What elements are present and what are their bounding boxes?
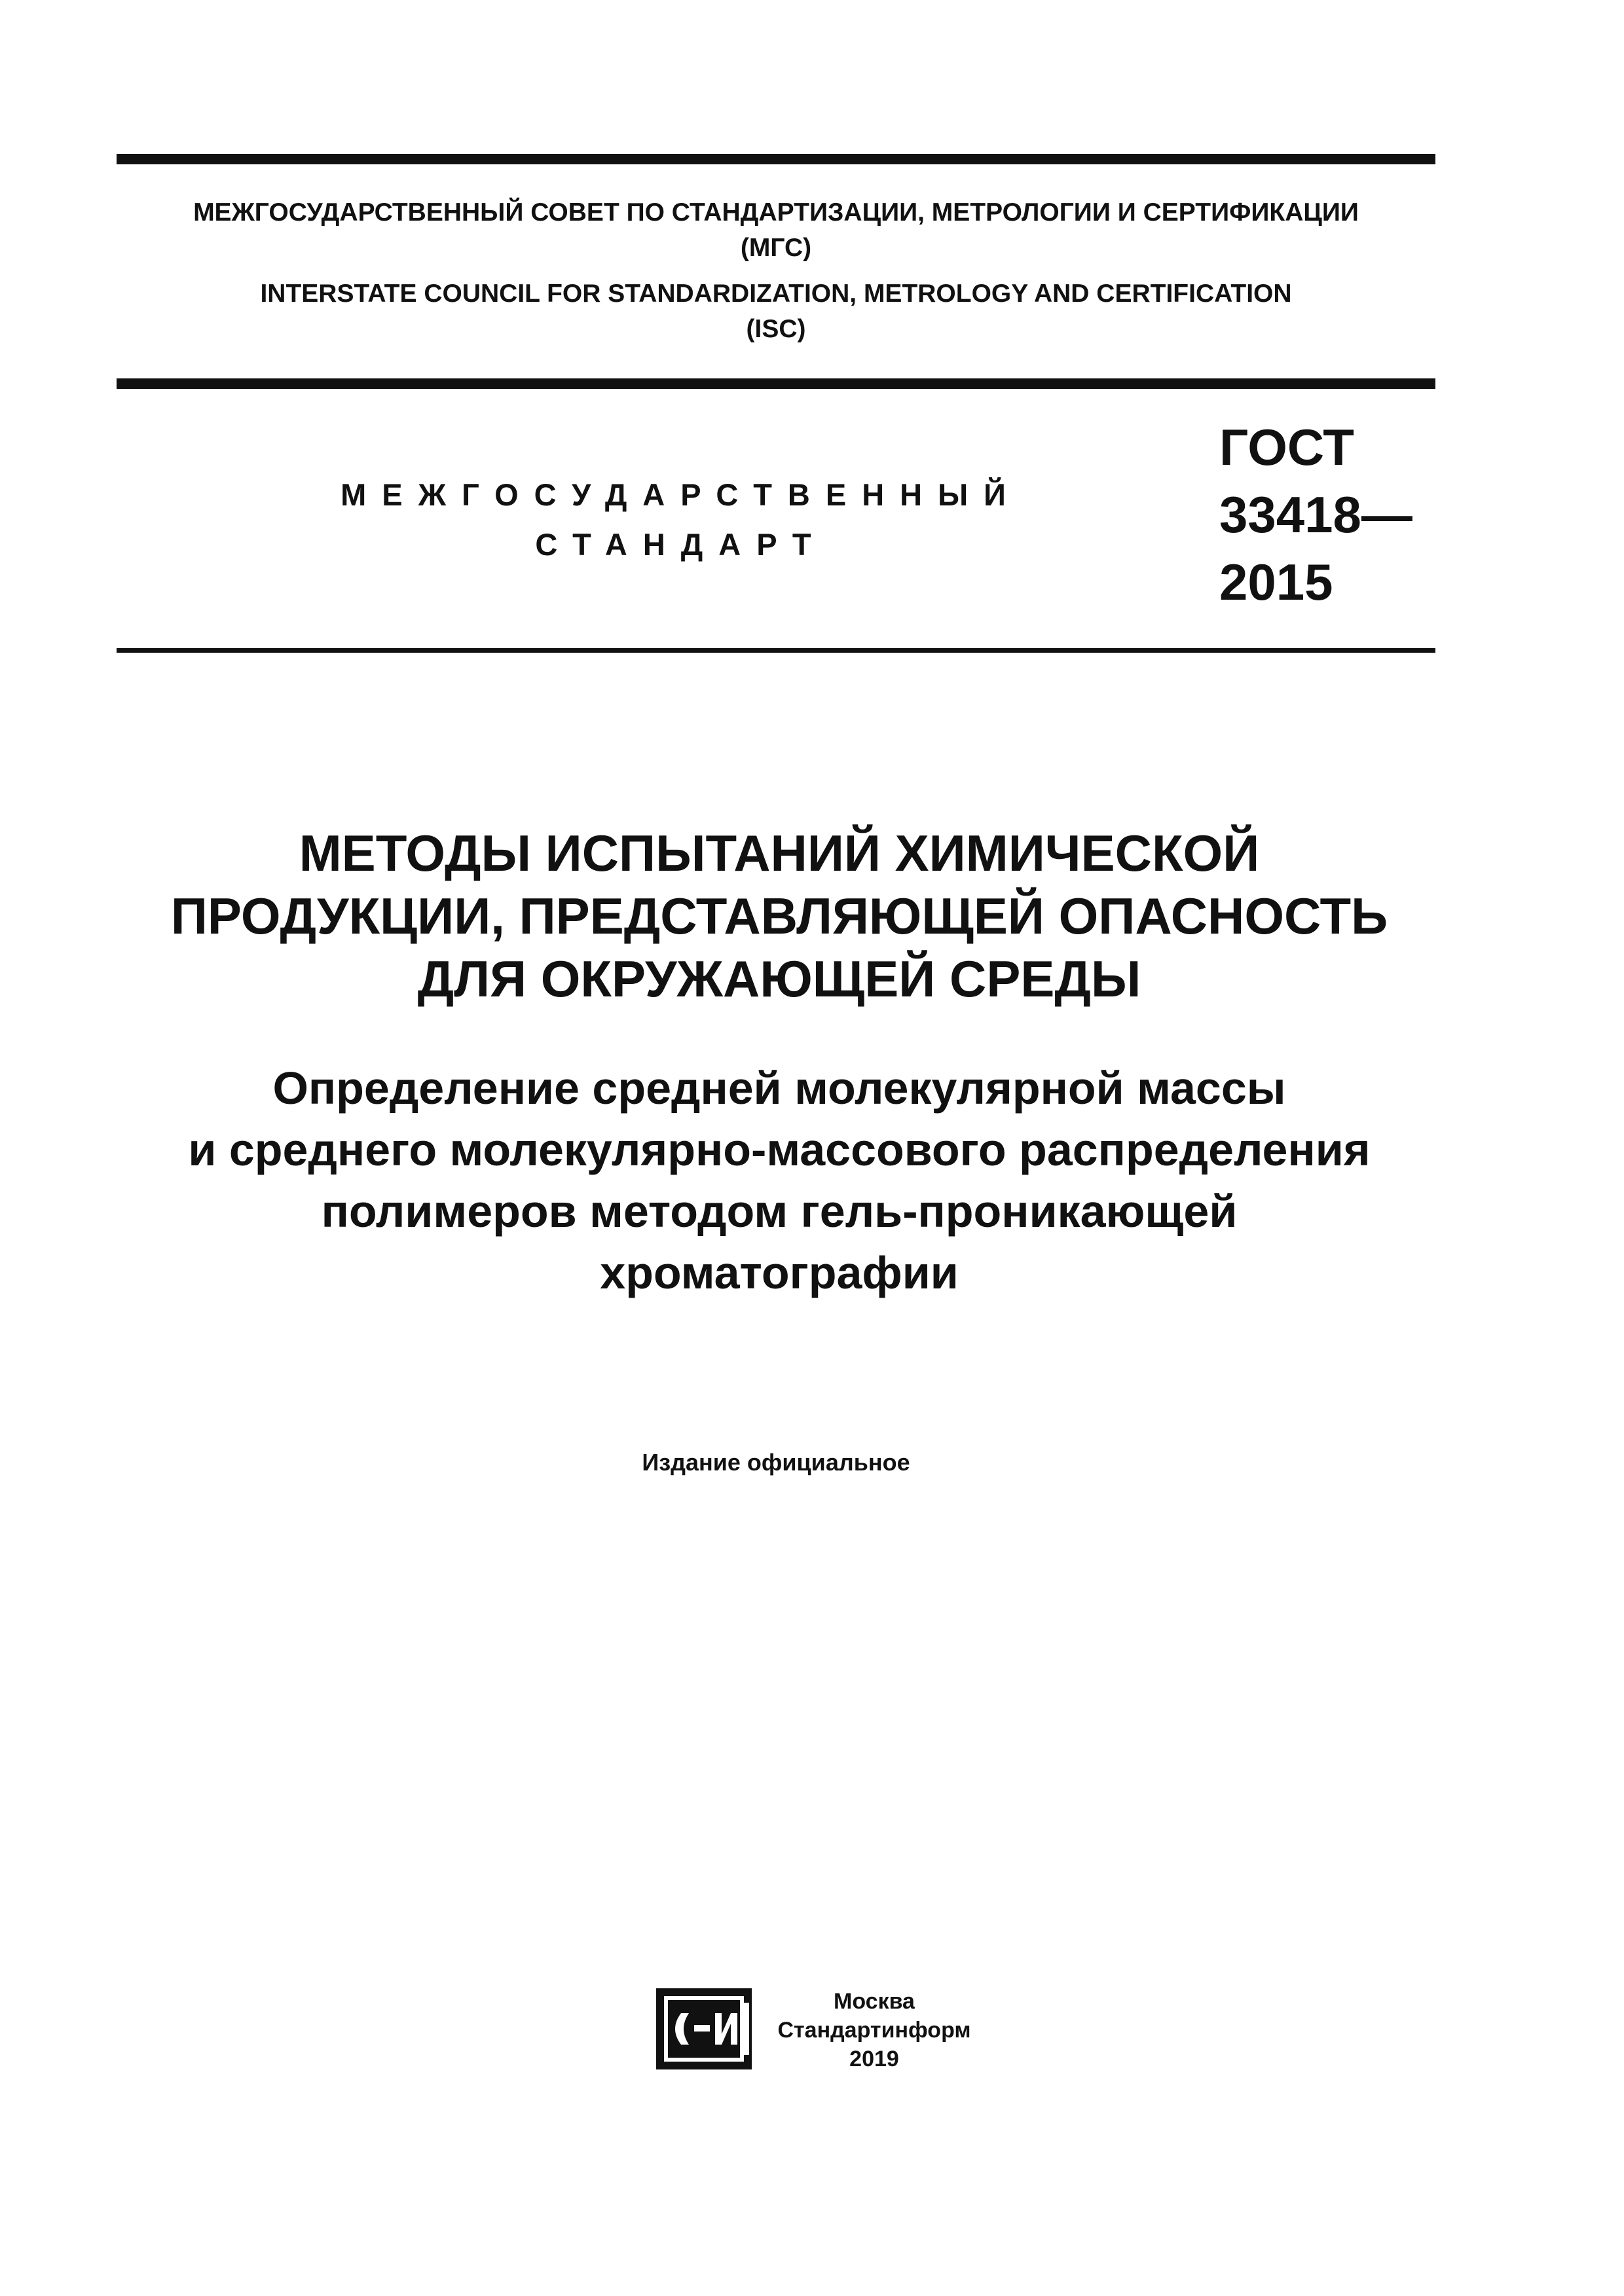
publisher-city: Москва [834, 1989, 915, 2014]
council-en-line1: INTERSTATE COUNCIL FOR STANDARDIZATION, METROLOGY AND CERTIFICATION [260, 280, 1292, 308]
council-en-abbr: (ISC) [746, 315, 806, 343]
document-title [79, 822, 1480, 1010]
edition-label: Издание официальное [642, 1449, 910, 1476]
middle-rule [117, 378, 1435, 389]
top-rule [117, 154, 1435, 164]
council-name-en [117, 276, 1435, 347]
standard-type-line1: МЕЖГОСУДАРСТВЕННЫЙ [341, 477, 1022, 512]
title-line1: МЕТОДЫ ИСПЫТАНИЙ ХИМИЧЕСКОЙ [299, 824, 1260, 882]
council-ru-line1: МЕЖГОСУДАРСТВЕННЫЙ СОВЕТ ПО СТАНДАРТИЗАЦИИ, МЕТРОЛОГИИ И СЕРТИФИКАЦИИ [193, 198, 1359, 227]
publisher-year: 2019 [849, 2047, 899, 2071]
subtitle-line4: хроматографии [600, 1247, 959, 1298]
document-subtitle [79, 1057, 1480, 1303]
gost-prefix: ГОСТ [1219, 418, 1354, 476]
subtitle-line3: полимеров методом гель-проникающей [321, 1186, 1238, 1237]
title-line3: ДЛЯ ОКРУЖАЮЩЕЙ СРЕДЫ [417, 950, 1141, 1008]
standard-type [288, 470, 1074, 570]
gost-year: 2015 [1219, 553, 1333, 611]
subtitle-line1: Определение средней молекулярной массы [272, 1063, 1286, 1114]
standard-type-line2: СТАНДАРТ [535, 527, 827, 562]
subtitle-line2: и среднего молекулярно-массового распределения [188, 1124, 1371, 1175]
gost-designation [1219, 414, 1435, 616]
standartinform-logo-icon [655, 1987, 753, 2071]
gost-number: 33418— [1219, 486, 1412, 543]
title-line2: ПРОДУКЦИИ, ПРЕДСТАВЛЯЮЩЕЙ ОПАСНОСТЬ [170, 887, 1388, 945]
publisher-block [773, 1987, 976, 2073]
bottom-rule [117, 648, 1435, 653]
council-ru-abbr: (МГС) [740, 234, 812, 262]
council-name-ru [117, 195, 1435, 266]
publisher-name: Стандартинформ [777, 2018, 971, 2043]
